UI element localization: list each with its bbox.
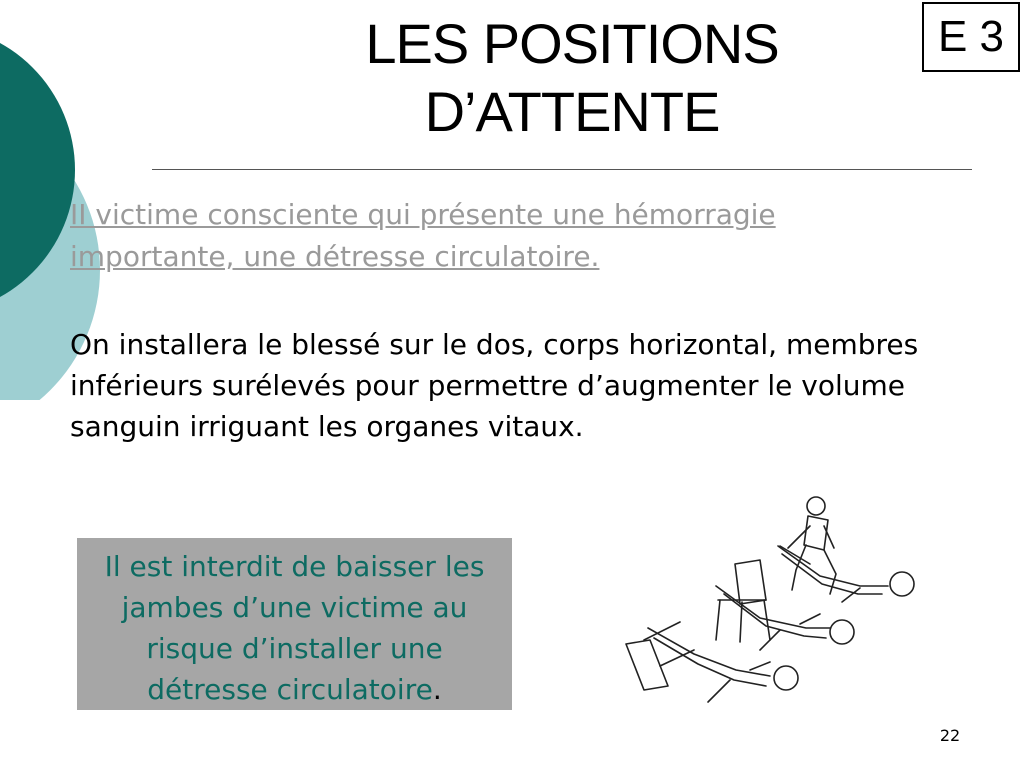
chair-figure bbox=[716, 560, 770, 642]
victims-legs-raised-illustration bbox=[620, 490, 920, 715]
section-subtitle: II victime consciente qui présente une hémorragie importante, une détresse circulatoire. bbox=[70, 198, 776, 273]
warning-text: Il est interdit de baisser les jambes d’une victime au risque d’installer une détresse circulatoire bbox=[104, 550, 485, 706]
title-line-2: D’ATTENTE bbox=[424, 80, 720, 143]
body-paragraph: On installera le blessé sur le dos, corps horizontal, membres inférieurs surélevés pour permettre d’augmenter le volume sanguin irriguant les organes vitaux. bbox=[70, 328, 919, 443]
victim-lying-figure-1 bbox=[778, 546, 914, 602]
title-line-1: LES POSITIONS bbox=[365, 12, 779, 75]
victim-lying-figure-2 bbox=[716, 586, 854, 650]
title-divider bbox=[152, 169, 972, 170]
section-code-box: E 3 bbox=[922, 2, 1020, 72]
page-number: 22 bbox=[939, 726, 961, 745]
slide-title bbox=[300, 10, 844, 146]
victim-lying-figure-3 bbox=[648, 628, 798, 702]
warning-box bbox=[77, 538, 512, 710]
helper-holding-legs-figure bbox=[780, 497, 836, 594]
warning-period: . bbox=[432, 673, 442, 706]
